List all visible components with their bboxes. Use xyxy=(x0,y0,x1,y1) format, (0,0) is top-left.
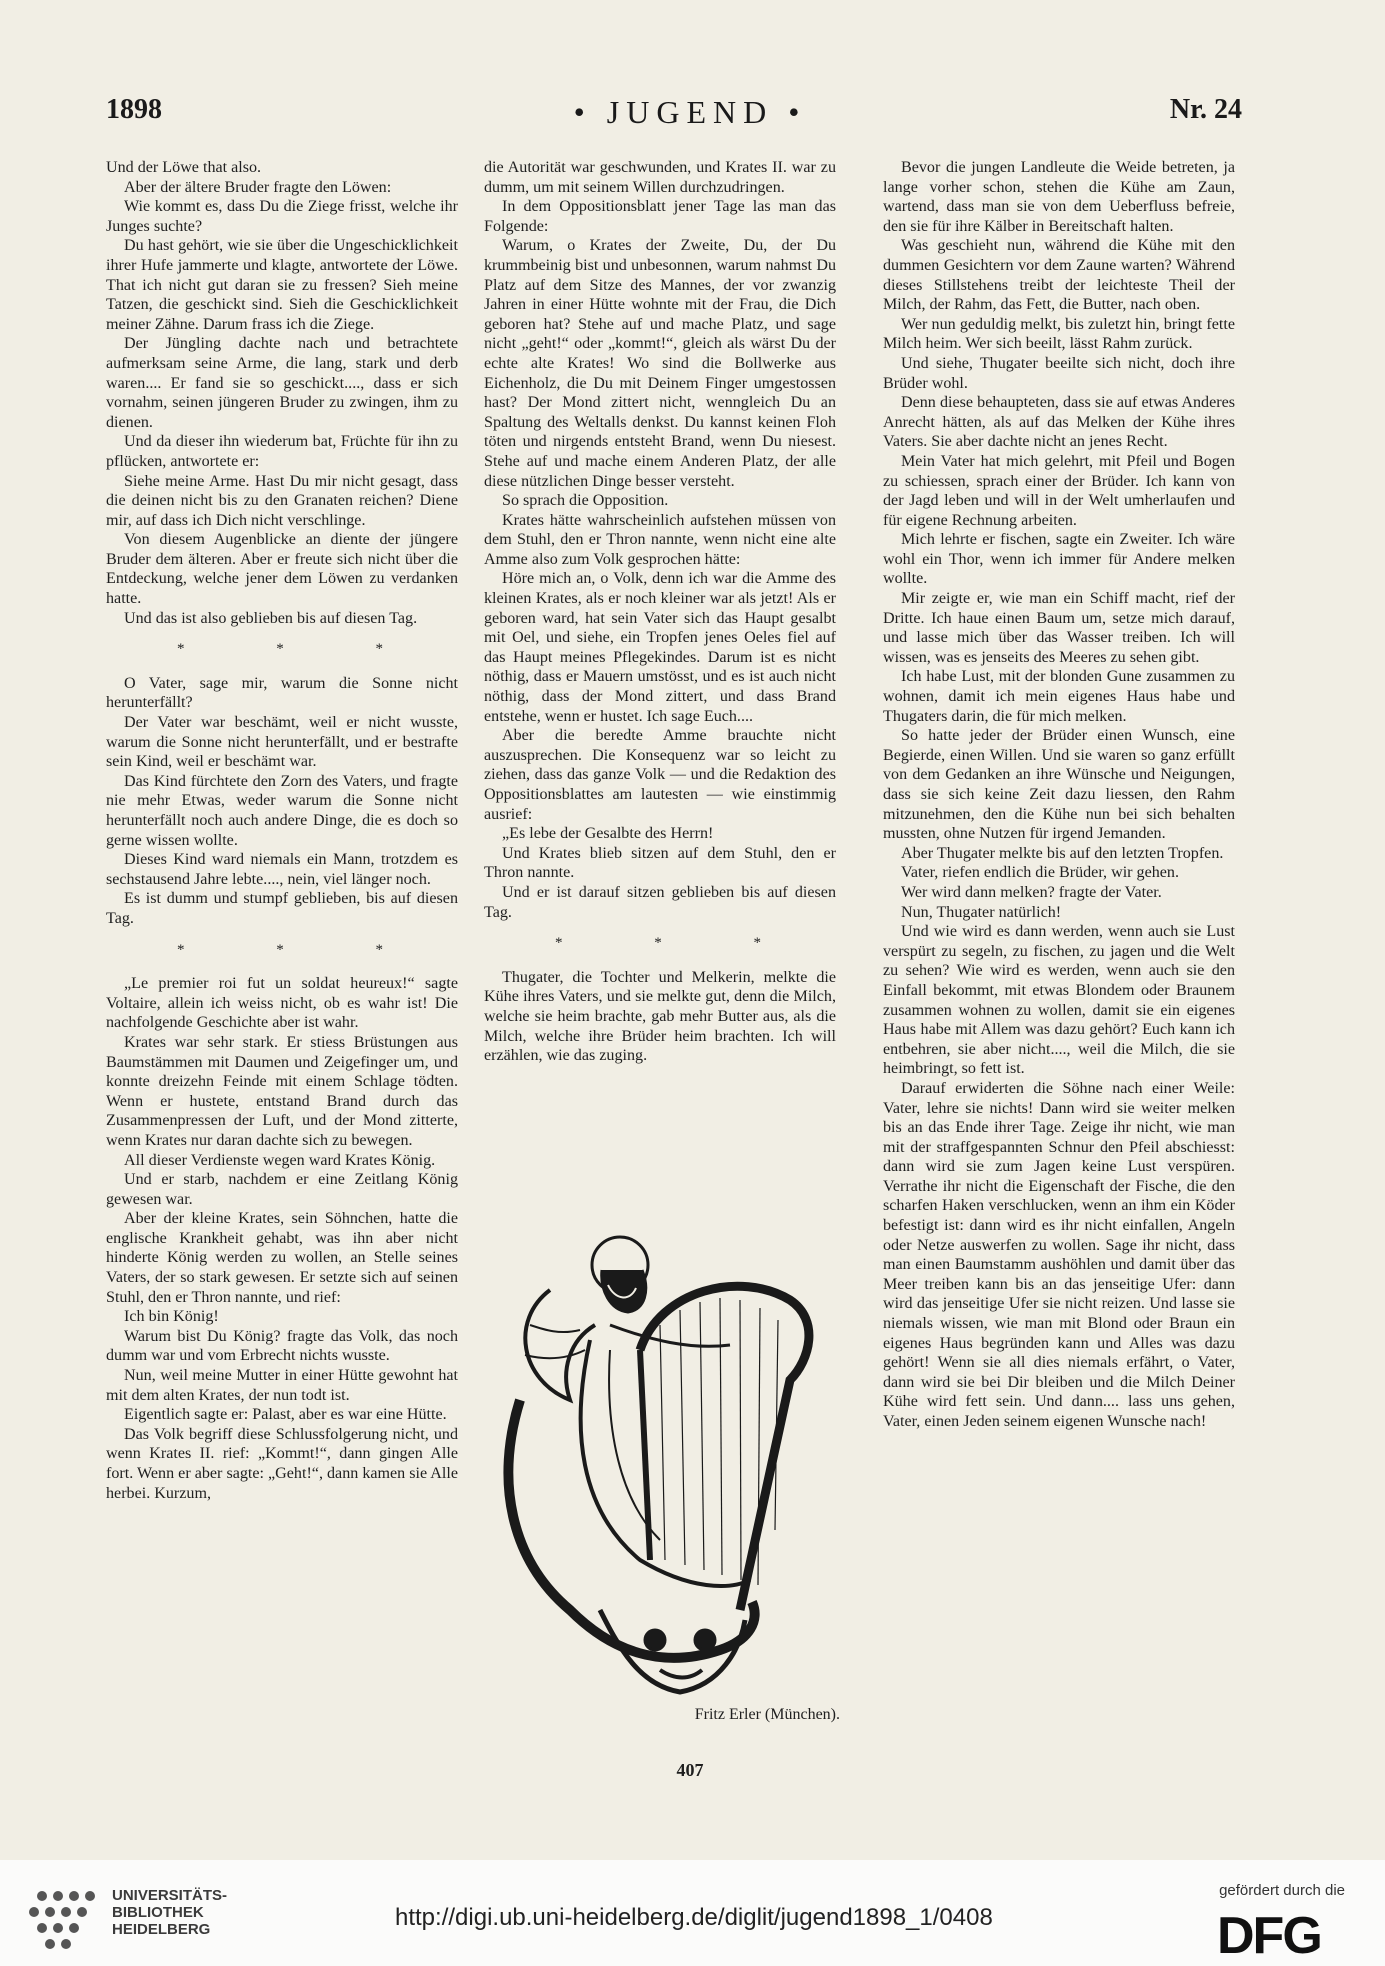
library-name-line-2: BIBLIOTHEK xyxy=(112,1904,204,1921)
paragraph: O Vater, sage mir, warum die Sonne nicht herunterfällt? xyxy=(106,674,458,712)
paragraph: Höre mich an, o Volk, denn ich war die Amme des kleinen Krates, als er noch kleiner war als jetzt! Als er geboren ward, hat sein Vater sich das Haupt gesalbt mit Oel, und siehe, ein Tropfen jenes Oeles fiel auf das Haupt meines Pflegekindes. Darum ist es nicht nöthig, dass er Mauern umstösst, und es ist auch nicht nöthig, dass der Mond zittert, und dass Brand entstehe, wenn er hustet. Ich sage Euch.... xyxy=(484,570,836,725)
library-name-line-1: UNIVERSITÄTS- xyxy=(112,1887,228,1904)
paragraph: Was geschieht nun, während die Kühe mit den dummen Gesichtern vor dem Zaune warten? Während dieses Stillstehens treibt der leichteste Theil der Milch, der Rahm, das Fett, die Butter, nach oben. xyxy=(883,237,1235,314)
paragraph: Und er ist darauf sitzen geblieben bis auf diesen Tag. xyxy=(484,883,836,921)
paragraph: Das Kind fürchtete den Zorn des Vaters, und fragte nie mehr Etwas, weder warum die Sonne nicht herunterfällt noch auch andere Dinge, die es doch so gerne wissen wollte. xyxy=(106,772,458,849)
paragraph: Eigentlich sagte er: Palast, aber es war eine Hütte. xyxy=(124,1406,447,1424)
paragraph: Der Vater war beschämt, weil er nicht wusste, warum die Sonne nicht herunterfällt, und er bestrafte sein Kind, weil er beschämt war. xyxy=(106,714,458,771)
header-issue: Nr. 24 xyxy=(1169,94,1242,125)
header-year: 1898 xyxy=(106,94,162,125)
paragraph: Es ist dumm und stumpf geblieben, bis auf diesen Tag. xyxy=(106,890,458,927)
paragraph: Aber der kleine Krates, sein Söhnchen, hatte die englische Krankheit gehabt, was ihn aber nicht hinderte König werden zu wollen, an Stelle seines Vaters, der so stark gewesen. Er setzte sich auf seinen Stuhl, den er Thron nannte, und rief: xyxy=(106,1210,458,1306)
section-divider: * * * xyxy=(177,941,427,958)
source-url-link[interactable]: http://digi.ub.uni-heidelberg.de/diglit/jugend1898_1/0408 xyxy=(395,1904,993,1931)
paragraph: Mich lehrte er fischen, sagte ein Zweiter. Ich wäre wohl ein Thor, wenn ich immer für Andere melken wollte. xyxy=(883,531,1235,588)
library-name-line-3: HEIDELBERG xyxy=(112,1921,211,1938)
paragraph: Aber die beredte Amme brauchte nicht auszusprechen. Die Konsequenz war so leicht zu ziehen, dass das ganze Volk — und die Redaktion des Oppositionsblattes am lautesten — wie einstimmig ausrief: xyxy=(484,727,836,823)
paragraph: die Autorität war geschwunden, und Krates II. war zu dumm, um mit seinem Willen durchzudringen. xyxy=(484,159,836,196)
paragraph: Der Jüngling dachte nach und betrachtete aufmerksam seine Arme, die lang, stark und derb waren.... Er fand sie so geschickt...., dass er sich vornahm, seinen jüngeren Bruder zu zwingen, ihm zu dienen. xyxy=(106,335,458,431)
paragraph: Nun, weil meine Mutter in einer Hütte gewohnt hat mit dem alten Krates, der nun todt ist. xyxy=(106,1367,458,1404)
paragraph: So sprach die Opposition. xyxy=(502,492,669,510)
paragraph: Darauf erwiderten die Söhne nach einer Weile: Vater, lehre sie nichts! Dann wird sie weiter melken bis an das Ende ihrer Tage. Zeige ihr nicht, wie man mit der straffgespannten Schnur den Pfeil abschiesst: dann wird sie zum Jagen keine Lust verspüren. Verrathe ihr nicht die Eigenschaft der Fische, die den scharfen Haken verschlucken, wenn an ihm ein Köder befestigt ist: dann wird es ihr nicht einfallen, Angeln oder Netze auswerfen zu wollen. Sage ihr nicht, dass man einen Baumstamm aushöhlen und damit über das Meer treiben kann bis an das jenseitige Ufer: dann wird das jenseitige Ufer sie nicht reizen. Und lasse sie niemals wissen, wie man mit Blond oder Braun ein eigenes Haus begründen kann und Alles was dazu gehört! Wenn sie all dies niemals erfährt, o Vater, dann wird sie bei Dir bleiben und die Milch Deiner Kühe wird fett sein. Und dann.... lass uns gehen, Vater, einen Jeden seinem eigenen Wunsche nach! xyxy=(883,1079,1235,1430)
section-divider: * * * xyxy=(177,641,427,658)
paragraph: All dieser Verdienste wegen ward Krates König. xyxy=(124,1151,436,1169)
paragraph: Ich bin König! xyxy=(124,1308,219,1326)
paragraph: Und wie wird es dann werden, wenn auch sie Lust verspürt zu segeln, zu fischen, zu jagen und die Welt zu sehen? Wie wird es werden, wenn auch sie den Einfall bekommt, mit etwas Blondem oder Braunem zusammen wohnen zu wollen, damit sie ein eigenes Haus habe mit Allem was dazu gehört? Euch kann ich entbehren, sie aber nicht...., weil die Milch, die sie heimbringt, so fett ist. xyxy=(883,923,1235,1078)
paragraph: Wer nun geduldig melkt, bis zuletzt hin, bringt fette Milch heim. Wer sich beeilt, lässt Rahm zurück. xyxy=(883,315,1235,353)
paragraph: Siehe meine Arme. Hast Du mir nicht gesagt, dass die deinen nicht bis zu den Granaten reichen? Diene mir, auf dass ich Dich nicht verschlinge. xyxy=(106,472,458,529)
text-column-1 xyxy=(106,158,458,1503)
library-name xyxy=(112,1887,227,1938)
paragraph: Du hast gehört, wie sie über die Ungeschicklichkeit ihrer Hufe jammerte und klagte, antwortete der Löwe. That ich nicht gut daran sie zu fressen? Sieh meine Tatzen, die geschickt sind. Sieh die Geschicklichkeit meiner Zähne. Darum frass ich die Ziege. xyxy=(106,237,458,333)
header-title: • JUGEND • xyxy=(573,94,807,130)
library-footer xyxy=(0,1862,1385,1966)
paragraph: Thugater, die Tochter und Melkerin, melkte die Kühe ihres Vaters, und sie melkte gut, denn die Milch, welche sie heim brachte, gab mehr Butter aus, als die Milch, welche ihre Brüder heim brachten. Ich will erzählen, wie das zuging. xyxy=(484,968,836,1065)
university-library-logo-icon xyxy=(22,1882,104,1964)
paragraph: Und siehe, Thugater beeilte sich nicht, doch ihre Brüder wohl. xyxy=(883,354,1235,392)
paragraph: Denn diese behaupteten, dass sie auf etwas Anderes Anrecht hätten, als auf das Melken der Kühe ihres Vaters. Sie aber dachte nicht an jenes Recht. xyxy=(883,394,1235,451)
paragraph: Mir zeigte er, wie man ein Schiff macht, rief der Dritte. Ich haue einen Baum um, setze mich darauf, und lasse mich über das Wasser treiben. Ich will wissen, was es jenseits des Meeres zu sehen gibt. xyxy=(883,590,1235,666)
illustration-credit: Fritz Erler (München). xyxy=(694,1706,840,1723)
paragraph: Und da dieser ihn wiederum bat, Früchte für ihn zu pflücken, antwortete er: xyxy=(106,433,458,470)
text-column-3 xyxy=(883,158,1235,1432)
paragraph: Aber Thugater melkte bis auf den letzten Tropfen. xyxy=(901,844,1224,862)
paragraph: Und das ist also geblieben bis auf diesen Tag. xyxy=(124,609,418,627)
paragraph: Aber der ältere Bruder fragte den Löwen: xyxy=(124,178,392,196)
paragraph: Krates war sehr stark. Er stiess Brüstungen aus Baumstämmen mit Daumen und Zeigefinger um, und konnte dreizehn Feinde mit einem Schlage tödten. Wenn er hustete, entstand Brand durch das Zusammenpressen der Luft, und der Mond zitterte, wenn Krates nur daran dachte sich zu bewegen. xyxy=(106,1033,458,1149)
paragraph: Warum bist Du König? fragte das Volk, das noch dumm war und vom Erbrecht nichts wusste. xyxy=(106,1327,458,1365)
paragraph: Krates hätte wahrscheinlich aufstehen müssen von dem Stuhl, den er Thron nannte, wenn nicht eine alte Amme also zum Volk gesprochen hätte: xyxy=(484,511,836,568)
paragraph: Und der Löwe that also. xyxy=(106,159,262,176)
paragraph: Wie kommt es, dass Du die Ziege frisst, welche ihr Junges suchte? xyxy=(106,198,458,235)
paragraph: „Es lebe der Gesalbte des Herrn! xyxy=(502,825,714,843)
section-divider: * * * xyxy=(555,935,805,952)
paragraph: Ich habe Lust, mit der blonden Gune zusammen zu wohnen, damit ich mein eigenes Haus habe und Thugaters darin, die für mich melken. xyxy=(883,668,1235,725)
paragraph: Nun, Thugater natürlich! xyxy=(901,903,1062,921)
paragraph: Dieses Kind ward niemals ein Mann, trotzdem es sechstausend Jahre lebte...., nein, viel länger noch. xyxy=(106,851,458,888)
paragraph: Und Krates blieb sitzen auf dem Stuhl, den er Thron nannte. xyxy=(484,844,836,882)
paragraph: Vater, riefen endlich die Brüder, wir gehen. xyxy=(901,864,1180,882)
paragraph: Von diesem Augenblicke an diente der jüngere Bruder dem älteren. Aber er freute sich nicht über die Entdeckung, welche jener dem Löwen zu verdanken hatte. xyxy=(106,531,458,608)
funded-by-label: gefördert durch die xyxy=(1219,1882,1345,1899)
paragraph: In dem Oppositionsblatt jener Tage las man das Folgende: xyxy=(484,198,836,235)
paragraph: Das Volk begriff diese Schlussfolgerung nicht, und wenn Krates II. rief: „Kommt!“, dann gingen Alle fort. Wenn er aber sagte: „Geht!“, dann kamen sie Alle herbei. Kurzum, xyxy=(106,1425,458,1502)
paragraph: So hatte jeder der Brüder einen Wunsch, eine Begierde, einen Willen. Und sie waren so ganz erfüllt von dem Gedanken an ihre Wünsche und Neigungen, dass sie sich keine Zeit dazu liessen, den Rahm mitzunehmen, den die Kühe nun bei sich behalten mussten, ohne Nutzen für irgend Jemanden. xyxy=(883,727,1235,843)
dfg-logo-text: DFG xyxy=(1217,1907,1321,1957)
harp-angel-illustration xyxy=(490,1230,842,1700)
paragraph: Warum, o Krates der Zweite, Du, der Du krummbeinig bist und unbesonnen, warum nahmst Du Platz auf dem Sitze des Mannes, der vor zwanzig Jahren in einer Hütte wohnte mit der Frau, die Dich geboren hat? Stehe auf und mache Platz, und sage nicht „geht!“ oder „kommt!“, gleich als wärst Du der echte alte Krates! Wo sind die Bollwerke aus Eichenholz, die Du mit Deinem Finger umgestossen hast? Der Mond zittert nicht, wenngleich Du an Spaltung des Weltalls denkst. Du kannst keinen Floh töten und nirgends entsteht Brand, wenn Du niesest. Stehe auf und mache einem Anderen Platz, der alle diese nützlichen Dinge besser versteht. xyxy=(484,237,836,490)
paragraph: Mein Vater hat mich gelehrt, mit Pfeil und Bogen zu schiessen, sprach einer der Brüder. Ich kann von der Jagd leben und will in der Welt umherlaufen und für eigene Rechnung arbeiten. xyxy=(883,452,1235,529)
paragraph: Und er starb, nachdem er eine Zeitlang König gewesen war. xyxy=(106,1171,458,1208)
paragraph: Bevor die jungen Landleute die Weide betreten, ja lange vorher schon, stehen die Kühe am Zaun, wartend, dass man sie von dem Ueberfluss befreie, den sie für ihre Kälber in Bereitschaft halten. xyxy=(883,159,1235,235)
paragraph: Wer wird dann melken? fragte der Vater. xyxy=(901,883,1162,901)
dfg-logo-icon xyxy=(1215,1905,1345,1957)
paragraph: „Le premier roi fut un soldat heureux!“ sagte Voltaire, allein ich weiss nicht, ob es wahr ist! Die nachfolgende Geschichte aber ist wahr. xyxy=(106,975,458,1032)
text-column-2 xyxy=(484,158,836,1066)
page-number: 407 xyxy=(676,1760,704,1780)
